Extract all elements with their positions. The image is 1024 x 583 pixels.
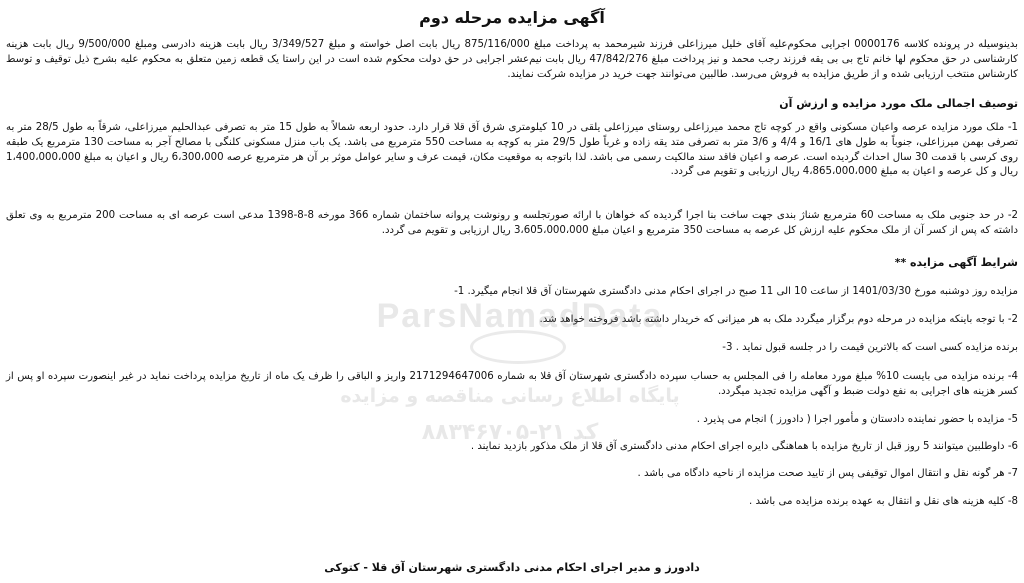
- condition-item-7: 7- هر گونه نقل و انتقال اموال توقیفی پس از تایید صحت مزایده از ناحیه دادگاه می باشد .: [637, 468, 1018, 479]
- condition-item-5: 5- مزایده با حضور نماینده دادستان و مأمور اجرا ( دادورز ) انجام می پذیرد .: [696, 414, 1018, 425]
- page-title: آگهی مزایده مرحله دوم: [419, 8, 605, 27]
- intro-paragraph: بدینوسیله در پرونده کلاسه 0000176 اجرایی محکوم‌علیه آقای خلیل میرزاعلی فرزند شیرمحمد به پرداخت مبلغ 875/116/000 ریال بابت اصل خواسته و مبلغ 3/349/527 ریال بابت هزینه دادرسی ومبلغ 9/500/000 ریال بابت هزینه کارشناسی در حق محکوم لها خانم تاج بی بی یقه فرزند رجب محمد و نیز پرداخت مبلغ 47/842/276 ریال بابت نیم‌عشر اجرایی در حق دولت محکوم شده است در این راستا یک قطعه زمین متعلق به محکوم علیه بشرح ذیل توقیف و توسط کارشناس منتخب ارزیابی شده و از طریق مزایده به فروش می‌رسد. طالبین می‌توانند جهت خرید در مزایده شرکت نمایند.: [6, 39, 1019, 80]
- condition-item-4: 4- برنده مزایده می بایست 10% مبلغ مورد معامله را فی المجلس به حساب سپرده دادگستری شهرستان آق قلا به شماره 2171294647006 واریز و الباقی را ظرف یک ماه از تاریخ مزایده پرداخت نماید در غیر اینصورت سپرده او پس از کسر هزینه های اجرایی به نفع دولت ضبط و آگهی مزایده تجدید میگردد.: [6, 371, 1019, 397]
- condition-item-8: 8- کلیه هزینه های نقل و انتقال به عهده برنده مزایده می باشد .: [748, 496, 1018, 507]
- condition-item-3: برنده مزایده کسی است که بالاترین قیمت را در جلسه قبول نماید . 3-: [722, 342, 1018, 353]
- watermark-line-2: کد ۲۱-۸۸۳۴۶۷۰۵: [421, 420, 599, 445]
- watermark-brand: ParsNamadData: [376, 297, 664, 335]
- watermark-line-1: پایگاه اطلاع رسانی مناقصه و مزایده: [340, 385, 680, 407]
- condition-item-1: مزایده روز دوشنبه مورخ 1401/03/30 از ساعت 10 الی 11 صبح در اجرای احکام مدنی دادگستری شهرستان آق قلا انجام میگیرد. 1-: [454, 286, 1018, 297]
- property-item-1: 1- ملک مورد مزایده عرصه واعیان مسکونی واقع در کوچه تاج محمد میرزاعلی روستای میرزاعلی یلقی در 10 کیلومتری شرق آق قلا قرار دارد. حدود اربعه شمالاً به طول 15 متر به تصرفی عبدالحلیم میرزاعلی، شرقاً به طول 28/5 متر به تصرفی بهمن میرزاعلی، جنوباً به طول های 16/1 و 4/4 و 3/6 متر به تصرفی متد یقه زاده و غرباً طول 29/5 متر به کوچه به مساحت 550 مترمربع می باشد. یک باب منزل مسکونی کلنگی با مصالح آجر به مساحت 130 مترمربع یک طبقه روی کرسی با قدمت 30 سال احداث گردیده است. عرصه و اعیان فاقد سند مالکیت رسمی می باشد. لذا باتوجه به موقعیت مکان، قیمت عرف و سایر عوامل موثر بر آن هر مترمربع عرصه 6،300،000 ریال و اعیان به مبلغ 1،400،000،000 ریال و کل عرصه و اعیان به مبلغ 4،865،000،000 ریال ارزیابی و تقویم می گردد.: [6, 122, 1018, 178]
- condition-item-2: 2- با توجه باینکه مزایده در مرحله دوم برگزار میگردد ملک به هر میزانی که خریدار داشته باشد فروخته خواهد شد.: [539, 314, 1018, 325]
- description-heading: توصیف اجمالی ملک مورد مزایده و ارزش آن: [779, 97, 1018, 110]
- signature-footer: دادورز و مدیر اجرای احکام مدنی دادگستری شهرستان آق قلا - کتوکی: [324, 561, 700, 574]
- conditions-heading: شرایط آگهی مزایده **: [894, 256, 1018, 269]
- property-item-2: 2- در حد جنوبی ملک به مساحت 60 مترمربع شناژ بندی جهت ساخت بنا اجرا گردیده که خواهان با ارائه صورتجلسه و رونوشت پروانه ساختمان شماره 366 مورخه 8-8-1398 مدعی است عرصه ای به مساحت 200 مترمربع به وی تعلق داشته که پس از کسر آن از ملک محکوم علیه ارزش کل عرصه به مساحت 350 مترمربع و اعیان مبلغ 3،605،000،000 ریال ارزیابی و تقویم می گردد.: [6, 210, 1018, 236]
- watermark-logo-icon: [470, 330, 566, 364]
- condition-item-6: 6- داوطلبین میتوانند 5 روز قبل از تاریخ مزایده با هماهنگی دایره اجرای احکام مدنی دادگستری آق قلا از ملک مذکور بازدید نمایند .: [470, 441, 1018, 452]
